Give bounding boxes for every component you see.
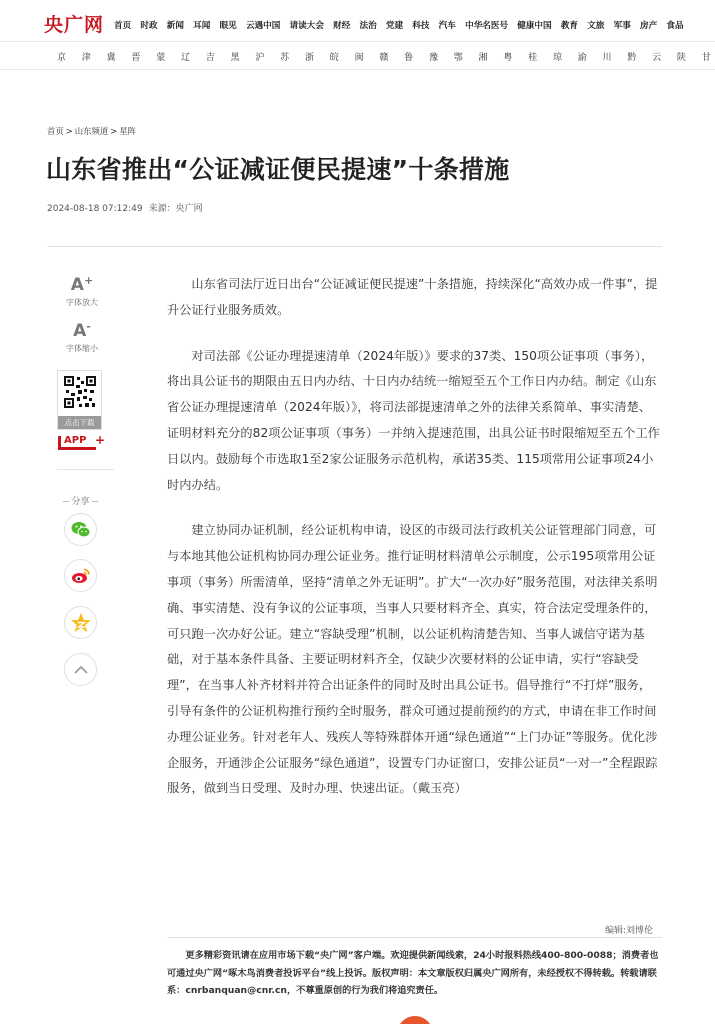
article-paragraph: 对司法部《公证办理提速清单（2024年版）》要求的37类、150项公证事项（事务），将出具公证书的期限由五日内办结、十日内办结统一缩短至五个工作日内办结。制定《山东省公证办理提速清单（2024年版）》，将司法部提速清单之外的法律关系简单、事实清楚、证明材料充分的82项公证事项（事务）一并纳入提速范围，出具公证书时限缩短至五个工作日以内。鼓励每个市选取1至2家公证服务示范机构，承诺35类、115项常用公证事项24小时内办结。: [167, 348, 660, 492]
province-link[interactable]: 沪: [255, 53, 265, 63]
nav-item[interactable]: 请读大会: [289, 21, 324, 31]
province-link[interactable]: 津: [81, 53, 91, 63]
breadcrumb-separator: >: [65, 126, 73, 136]
article-source: 来源：央广网: [148, 204, 203, 214]
nav-item[interactable]: 首页: [114, 21, 132, 31]
nav-item[interactable]: 健康中国: [517, 21, 552, 31]
nav-item[interactable]: 科技: [412, 21, 430, 31]
article-paragraph: 建立协同办证机制，经公证机构申请，设区的市级司法行政机关公证管理部门同意，可与本地其他公证机构协同办理公证业务。推行证明材料清单公示制度，公示195项常用公证事项（事务）所需清单，坚持“清单之外无证明”。扩大“一次办好”服务范围，对法律关系明确、事实清楚、没有争议的公证事项，当事人只要材料齐全、真实，符合法定受理条件的，可只跑一次办好公证。建立“容缺受理”机制，以公证机构清楚告知、当事人诚信守诺为基础，对于基本条件具备、主要证明材料齐全，仅缺少次要材料的公证申请，实行“容缺受理”，在当事人补齐材料并符合出证条件的同时及时出具公证书。倡导推行“不打烊”服务，引导有条件的公证机构推行预约全时服务，群众可通过提前预约的方式，申请在非工作时间办理公证业务。针对老年人、残疾人等特殊群体开通“绿色通道”“上门办证”等服务。优化涉企服务，开通涉企公证服务“绿色通道”，设置专门办证窗口，安排公证员“一对一”全程跟踪服务，做到当日受理、及时办理、快速出证。（戴玉亮）: [167, 523, 658, 796]
breadcrumb: [47, 125, 136, 137]
province-link[interactable]: 蒙: [156, 53, 166, 63]
province-nav: [57, 50, 715, 63]
app-download-qr[interactable]: [57, 370, 102, 430]
province-link[interactable]: 闽: [354, 53, 364, 63]
province-link[interactable]: 川: [602, 53, 612, 63]
province-link[interactable]: 晋: [131, 53, 141, 63]
divider: [47, 246, 662, 247]
province-link[interactable]: 渝: [577, 53, 587, 63]
province-link[interactable]: 湘: [478, 53, 488, 63]
province-link[interactable]: 冀: [106, 53, 116, 63]
share-label: 分享: [71, 497, 90, 507]
province-link[interactable]: 琼: [552, 53, 562, 63]
app-badge[interactable]: [58, 433, 104, 453]
article-title: 山东省推出“公证减证便民提速”十条措施: [46, 155, 510, 184]
breadcrumb-separator: >: [110, 126, 118, 136]
font-decrease-icon: A-: [73, 320, 91, 341]
province-link[interactable]: 黔: [627, 53, 637, 63]
qr-download-label[interactable]: 点击下载: [58, 416, 101, 429]
province-link[interactable]: 云: [652, 53, 662, 63]
nav-item[interactable]: 云遇中国: [245, 21, 281, 31]
qr-code-icon: [64, 376, 96, 408]
app-badge-bracket: [58, 447, 96, 450]
province-link[interactable]: 辽: [180, 53, 190, 63]
province-link[interactable]: 甘: [701, 53, 711, 63]
province-link[interactable]: 浙: [304, 53, 314, 63]
copyright-notice: 更多精彩资讯请在应用市场下载“央广网”客户端。欢迎提供新闻线索，24小时报料热线400-800-0088；消费者也可通过央广网“啄木鸟消费者投诉平台”线上投诉。版权声明：本文章版权归属央广网所有，未经授权不得转载。转载请联系：cnrbanquan@cnr.cn，不尊重原创的行为我们将追究责任。: [167, 950, 659, 996]
back-to-top-button[interactable]: [64, 653, 97, 686]
share-qzone-button[interactable]: [64, 606, 97, 639]
province-link[interactable]: 赣: [379, 53, 389, 63]
divider: [167, 937, 662, 938]
nav-item[interactable]: 新闻: [166, 21, 184, 31]
publish-time: 2024-08-18 07:12:49: [47, 204, 143, 214]
province-link[interactable]: 京: [57, 53, 67, 63]
font-decrease-label: 字体缩小: [66, 344, 98, 353]
nav-item[interactable]: 军事: [613, 21, 631, 31]
breadcrumb-home[interactable]: 首页: [47, 126, 64, 136]
breadcrumb-section[interactable]: 星阵: [119, 126, 137, 136]
nav-item[interactable]: 法治: [359, 21, 377, 31]
wechat-icon: [70, 519, 92, 541]
qzone-icon: [70, 612, 92, 634]
nav-item[interactable]: 汽车: [438, 21, 456, 31]
chevron-up-icon: [70, 659, 92, 681]
province-bar: [0, 42, 715, 70]
nav-item[interactable]: 食品: [666, 21, 684, 31]
nav-item[interactable]: 眼见: [219, 21, 237, 31]
breadcrumb-channel[interactable]: 山东频道: [74, 126, 109, 136]
province-link[interactable]: 桂: [528, 53, 538, 63]
font-increase-button[interactable]: [52, 275, 112, 308]
province-link[interactable]: 粤: [503, 53, 513, 63]
article-paragraph: 山东省司法厅近日出台“公证减证便民提速”十条措施，持续深化“高效办成一件事”，提升公证行业服务质效。: [167, 277, 658, 317]
main-nav: [114, 19, 693, 31]
province-link[interactable]: 鄂: [453, 53, 463, 63]
nav-item[interactable]: 党建: [385, 21, 404, 31]
app-label: APP: [64, 435, 87, 446]
province-link[interactable]: 豫: [428, 53, 438, 63]
share-weibo-button[interactable]: [64, 559, 97, 592]
share-header: [57, 494, 104, 507]
font-decrease-button[interactable]: [52, 321, 112, 354]
site-logo[interactable]: 央广网: [44, 14, 105, 36]
province-link[interactable]: 黑: [230, 53, 240, 63]
floating-action-button[interactable]: [397, 1016, 433, 1024]
nav-item[interactable]: 时政: [140, 21, 158, 31]
divider: [57, 469, 114, 470]
article-meta: [47, 201, 203, 214]
nav-item[interactable]: 耳闻: [193, 21, 211, 31]
font-increase-label: 字体放大: [66, 298, 98, 307]
nav-item[interactable]: 文旅: [587, 21, 605, 31]
nav-item[interactable]: 教育: [560, 21, 579, 31]
province-link[interactable]: 皖: [329, 53, 339, 63]
province-link[interactable]: 吉: [205, 53, 215, 63]
province-link[interactable]: 陕: [676, 53, 686, 63]
nav-item[interactable]: 房产: [639, 21, 658, 31]
article-body: [167, 272, 662, 822]
article-editor: 编辑:刘博伦: [605, 926, 654, 936]
top-nav-bar: [0, 0, 715, 42]
province-link[interactable]: 鲁: [404, 53, 414, 63]
app-plus-icon: +: [95, 433, 106, 447]
province-link[interactable]: 苏: [280, 53, 290, 63]
weibo-icon: [70, 565, 92, 587]
share-wechat-button[interactable]: [64, 513, 97, 546]
nav-item[interactable]: 财经: [333, 21, 351, 31]
font-increase-icon: A+: [70, 274, 94, 295]
nav-item[interactable]: 中华名医号: [465, 21, 509, 31]
